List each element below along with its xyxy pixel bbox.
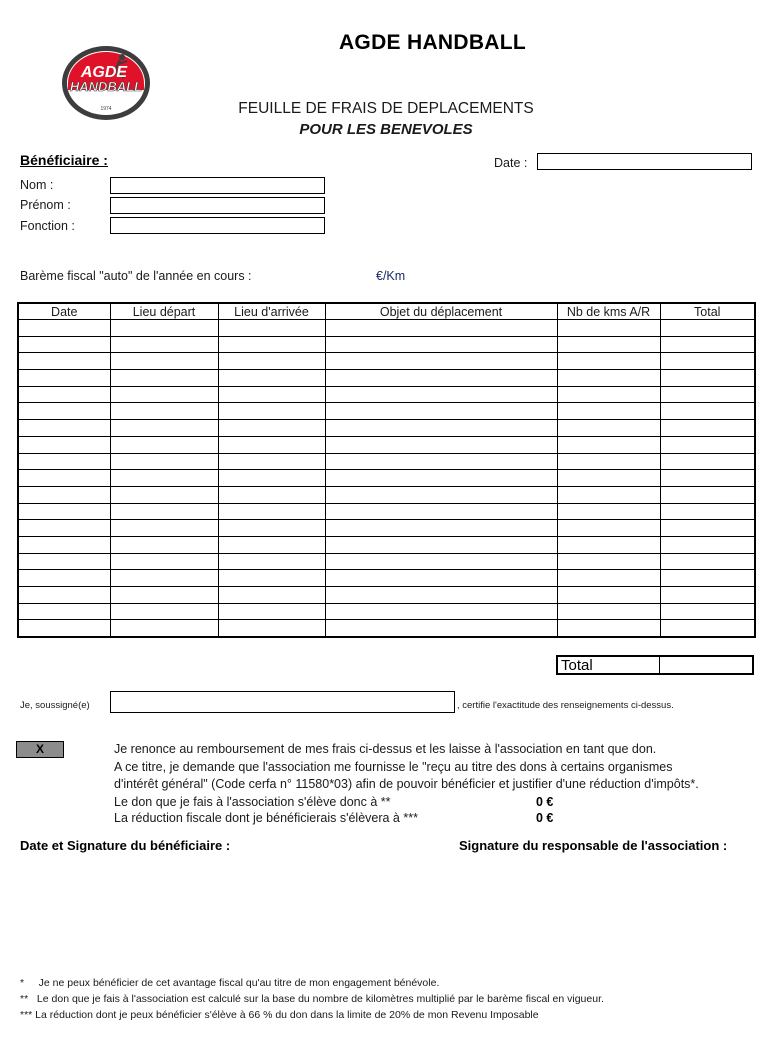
cell-total[interactable] xyxy=(660,570,755,587)
don-text-line-3: d'intérêt général" (Code cerfa n° 11580*03) afin de pouvoir bénéficier et justifier d'une réduction d'impôts*. xyxy=(114,777,699,791)
cell-date[interactable] xyxy=(18,420,110,437)
cell-purpose[interactable] xyxy=(325,453,557,470)
table-row xyxy=(18,386,755,403)
cell-date[interactable] xyxy=(18,520,110,537)
cell-purpose[interactable] xyxy=(325,620,557,637)
table-row xyxy=(18,553,755,570)
column-header-total: Total xyxy=(660,303,755,320)
cell-departure[interactable] xyxy=(110,603,218,620)
cell-date[interactable] xyxy=(18,620,110,637)
cell-km[interactable] xyxy=(557,336,660,353)
cell-purpose[interactable] xyxy=(325,603,557,620)
cell-arrival[interactable] xyxy=(218,503,325,520)
beneficiary-signature-label: Date et Signature du bénéficiaire : xyxy=(20,838,231,853)
table-row xyxy=(18,503,755,520)
cell-purpose[interactable] xyxy=(325,503,557,520)
cell-total[interactable] xyxy=(660,503,755,520)
cell-total[interactable] xyxy=(660,386,755,403)
cell-purpose[interactable] xyxy=(325,470,557,487)
bareme-unit: €/Km xyxy=(376,269,406,283)
cell-total[interactable] xyxy=(660,620,755,637)
document-subtitle: FEUILLE DE FRAIS DE DEPLACEMENTS xyxy=(238,100,534,117)
cell-date[interactable] xyxy=(18,403,110,420)
cell-km[interactable] xyxy=(557,536,660,553)
cell-departure[interactable] xyxy=(110,570,218,587)
cell-purpose[interactable] xyxy=(325,536,557,553)
cell-purpose[interactable] xyxy=(325,320,557,337)
cell-km[interactable] xyxy=(557,570,660,587)
table-row xyxy=(18,587,755,604)
cell-km[interactable] xyxy=(557,620,660,637)
footnote-1: * Je ne peux bénéficier de cet avantage fiscal qu'au titre de mon engagement bénévole. xyxy=(20,977,440,989)
cell-arrival[interactable] xyxy=(218,520,325,537)
cell-total[interactable] xyxy=(660,320,755,337)
cell-total[interactable] xyxy=(660,336,755,353)
cell-date[interactable] xyxy=(18,503,110,520)
cell-departure[interactable] xyxy=(110,620,218,637)
bareme-label: Barème fiscal "auto" de l'année en cours : xyxy=(20,269,252,283)
don-text-line-2: A ce titre, je demande que l'association me fournisse le "reçu au titre des dons à certains organismes xyxy=(114,760,673,774)
cell-departure[interactable] xyxy=(110,470,218,487)
cell-date[interactable] xyxy=(18,470,110,487)
table-row xyxy=(18,453,755,470)
table-row xyxy=(18,486,755,503)
cell-purpose[interactable] xyxy=(325,570,557,587)
signatory-name-field[interactable] xyxy=(110,691,455,713)
cell-total[interactable] xyxy=(660,453,755,470)
cell-arrival[interactable] xyxy=(218,320,325,337)
don-text-line-1: Je renonce au remboursement de mes frais ci-dessus et les laisse à l'association en tant que don. xyxy=(114,742,657,756)
cell-departure[interactable] xyxy=(110,420,218,437)
cell-total[interactable] xyxy=(660,353,755,370)
cell-date[interactable] xyxy=(18,587,110,604)
cell-arrival[interactable] xyxy=(218,587,325,604)
don-amount-value: 0 € xyxy=(536,795,554,809)
beneficiary-heading: Bénéficiaire : xyxy=(20,152,108,168)
cell-total[interactable] xyxy=(660,420,755,437)
table-row xyxy=(18,353,755,370)
cell-total[interactable] xyxy=(660,470,755,487)
cell-departure[interactable] xyxy=(110,486,218,503)
cell-km[interactable] xyxy=(557,403,660,420)
cell-total[interactable] xyxy=(660,553,755,570)
cell-km[interactable] xyxy=(557,587,660,604)
column-header-departure: Lieu départ xyxy=(110,303,218,320)
cell-departure[interactable] xyxy=(110,336,218,353)
cell-arrival[interactable] xyxy=(218,603,325,620)
cell-purpose[interactable] xyxy=(325,436,557,453)
cell-arrival[interactable] xyxy=(218,336,325,353)
cell-departure[interactable] xyxy=(110,370,218,387)
cell-km[interactable] xyxy=(557,320,660,337)
document-subtitle-2: POUR LES BENEVOLES xyxy=(299,121,473,138)
nom-label: Nom : xyxy=(20,178,54,192)
cell-arrival[interactable] xyxy=(218,620,325,637)
don-checkbox[interactable]: X xyxy=(16,741,64,758)
cell-purpose[interactable] xyxy=(325,370,557,387)
manager-signature-label: Signature du responsable de l'association : xyxy=(459,838,728,853)
cell-arrival[interactable] xyxy=(218,470,325,487)
cell-arrival[interactable] xyxy=(218,353,325,370)
column-header-date: Date xyxy=(18,303,110,320)
cell-arrival[interactable] xyxy=(218,403,325,420)
cell-total[interactable] xyxy=(660,370,755,387)
table-row xyxy=(18,536,755,553)
table-row xyxy=(18,436,755,453)
page-title: AGDE HANDBALL xyxy=(338,31,527,54)
table-row xyxy=(18,403,755,420)
reduction-value: 0 € xyxy=(536,811,554,825)
cell-date[interactable] xyxy=(18,553,110,570)
cell-purpose[interactable] xyxy=(325,386,557,403)
cell-km[interactable] xyxy=(557,553,660,570)
cell-total[interactable] xyxy=(660,403,755,420)
club-logo xyxy=(60,44,152,122)
cell-total[interactable] xyxy=(660,587,755,604)
cell-arrival[interactable] xyxy=(218,570,325,587)
cell-total[interactable] xyxy=(660,536,755,553)
cell-departure[interactable] xyxy=(110,403,218,420)
cell-arrival[interactable] xyxy=(218,553,325,570)
fonction-label: Fonction : xyxy=(20,219,75,233)
cell-km[interactable] xyxy=(557,420,660,437)
cell-purpose[interactable] xyxy=(325,353,557,370)
cell-date[interactable] xyxy=(18,320,110,337)
column-header-purpose: Objet du déplacement xyxy=(325,303,557,320)
table-row xyxy=(18,603,755,620)
cell-departure[interactable] xyxy=(110,503,218,520)
cell-arrival[interactable] xyxy=(218,453,325,470)
cell-purpose[interactable] xyxy=(325,520,557,537)
footnote-3: *** La réduction dont je peux bénéficier s'élève à 66 % du don dans la limite de 20% de mon Revenu Imposable xyxy=(20,1009,539,1021)
attestation-prefix: Je, soussigné(e) xyxy=(20,700,90,711)
don-amount-label: Le don que je fais à l'association s'élève donc à ** xyxy=(114,795,391,809)
total-box xyxy=(556,655,754,675)
cell-purpose[interactable] xyxy=(325,587,557,604)
cell-km[interactable] xyxy=(557,353,660,370)
cell-total[interactable] xyxy=(660,486,755,503)
expenses-table xyxy=(17,302,756,638)
cell-date[interactable] xyxy=(18,486,110,503)
cell-arrival[interactable] xyxy=(218,420,325,437)
svg-text:1974: 1974 xyxy=(100,106,112,112)
cell-arrival[interactable] xyxy=(218,386,325,403)
table-row xyxy=(18,420,755,437)
cell-purpose[interactable] xyxy=(325,486,557,503)
cell-date[interactable] xyxy=(18,386,110,403)
cell-departure[interactable] xyxy=(110,320,218,337)
cell-purpose[interactable] xyxy=(325,553,557,570)
cell-departure[interactable] xyxy=(110,587,218,604)
cell-km[interactable] xyxy=(557,486,660,503)
total-value-cell[interactable] xyxy=(660,657,752,673)
prenom-label: Prénom : xyxy=(20,198,71,212)
table-row xyxy=(18,570,755,587)
cell-date[interactable] xyxy=(18,353,110,370)
cell-departure[interactable] xyxy=(110,520,218,537)
cell-total[interactable] xyxy=(660,520,755,537)
cell-purpose[interactable] xyxy=(325,336,557,353)
reduction-label: La réduction fiscale dont je bénéficierais s'élèvera à *** xyxy=(114,811,418,825)
cell-date[interactable] xyxy=(18,370,110,387)
cell-km[interactable] xyxy=(557,603,660,620)
table-row xyxy=(18,320,755,337)
cell-date[interactable] xyxy=(18,436,110,453)
cell-departure[interactable] xyxy=(110,353,218,370)
cell-km[interactable] xyxy=(557,453,660,470)
cell-km[interactable] xyxy=(557,436,660,453)
table-row xyxy=(18,470,755,487)
cell-date[interactable] xyxy=(18,336,110,353)
table-header-row xyxy=(18,303,755,320)
date-field[interactable] xyxy=(537,153,752,170)
cell-km[interactable] xyxy=(557,503,660,520)
column-header-km: Nb de kms A/R xyxy=(557,303,660,320)
prenom-field[interactable] xyxy=(110,197,325,214)
date-label: Date : xyxy=(494,156,528,170)
cell-date[interactable] xyxy=(18,453,110,470)
svg-text:HANDBALL: HANDBALL xyxy=(69,79,143,94)
table-row xyxy=(18,620,755,637)
cell-total[interactable] xyxy=(660,603,755,620)
cell-total[interactable] xyxy=(660,436,755,453)
nom-field[interactable] xyxy=(110,177,325,194)
cell-km[interactable] xyxy=(557,386,660,403)
total-label: Total xyxy=(558,657,660,673)
svg-text:AGDE: AGDE xyxy=(80,64,128,81)
cell-km[interactable] xyxy=(557,470,660,487)
cell-purpose[interactable] xyxy=(325,420,557,437)
cell-km[interactable] xyxy=(557,370,660,387)
cell-km[interactable] xyxy=(557,520,660,537)
cell-arrival[interactable] xyxy=(218,486,325,503)
cell-purpose[interactable] xyxy=(325,403,557,420)
attestation-suffix: , certifie l'exactitude des renseignements ci-dessus. xyxy=(457,700,674,711)
fonction-field[interactable] xyxy=(110,217,325,234)
table-row xyxy=(18,520,755,537)
cell-arrival[interactable] xyxy=(218,436,325,453)
cell-date[interactable] xyxy=(18,570,110,587)
cell-arrival[interactable] xyxy=(218,536,325,553)
cell-departure[interactable] xyxy=(110,386,218,403)
cell-arrival[interactable] xyxy=(218,370,325,387)
cell-departure[interactable] xyxy=(110,453,218,470)
table-row xyxy=(18,336,755,353)
cell-departure[interactable] xyxy=(110,553,218,570)
cell-departure[interactable] xyxy=(110,436,218,453)
footnote-2: ** Le don que je fais à l'association est calculé sur la base du nombre de kilomètres multiplié par le barème fiscal en vigueur. xyxy=(20,993,604,1005)
cell-date[interactable] xyxy=(18,536,110,553)
table-row xyxy=(18,370,755,387)
cell-date[interactable] xyxy=(18,603,110,620)
cell-departure[interactable] xyxy=(110,536,218,553)
column-header-arrival: Lieu d'arrivée xyxy=(218,303,325,320)
